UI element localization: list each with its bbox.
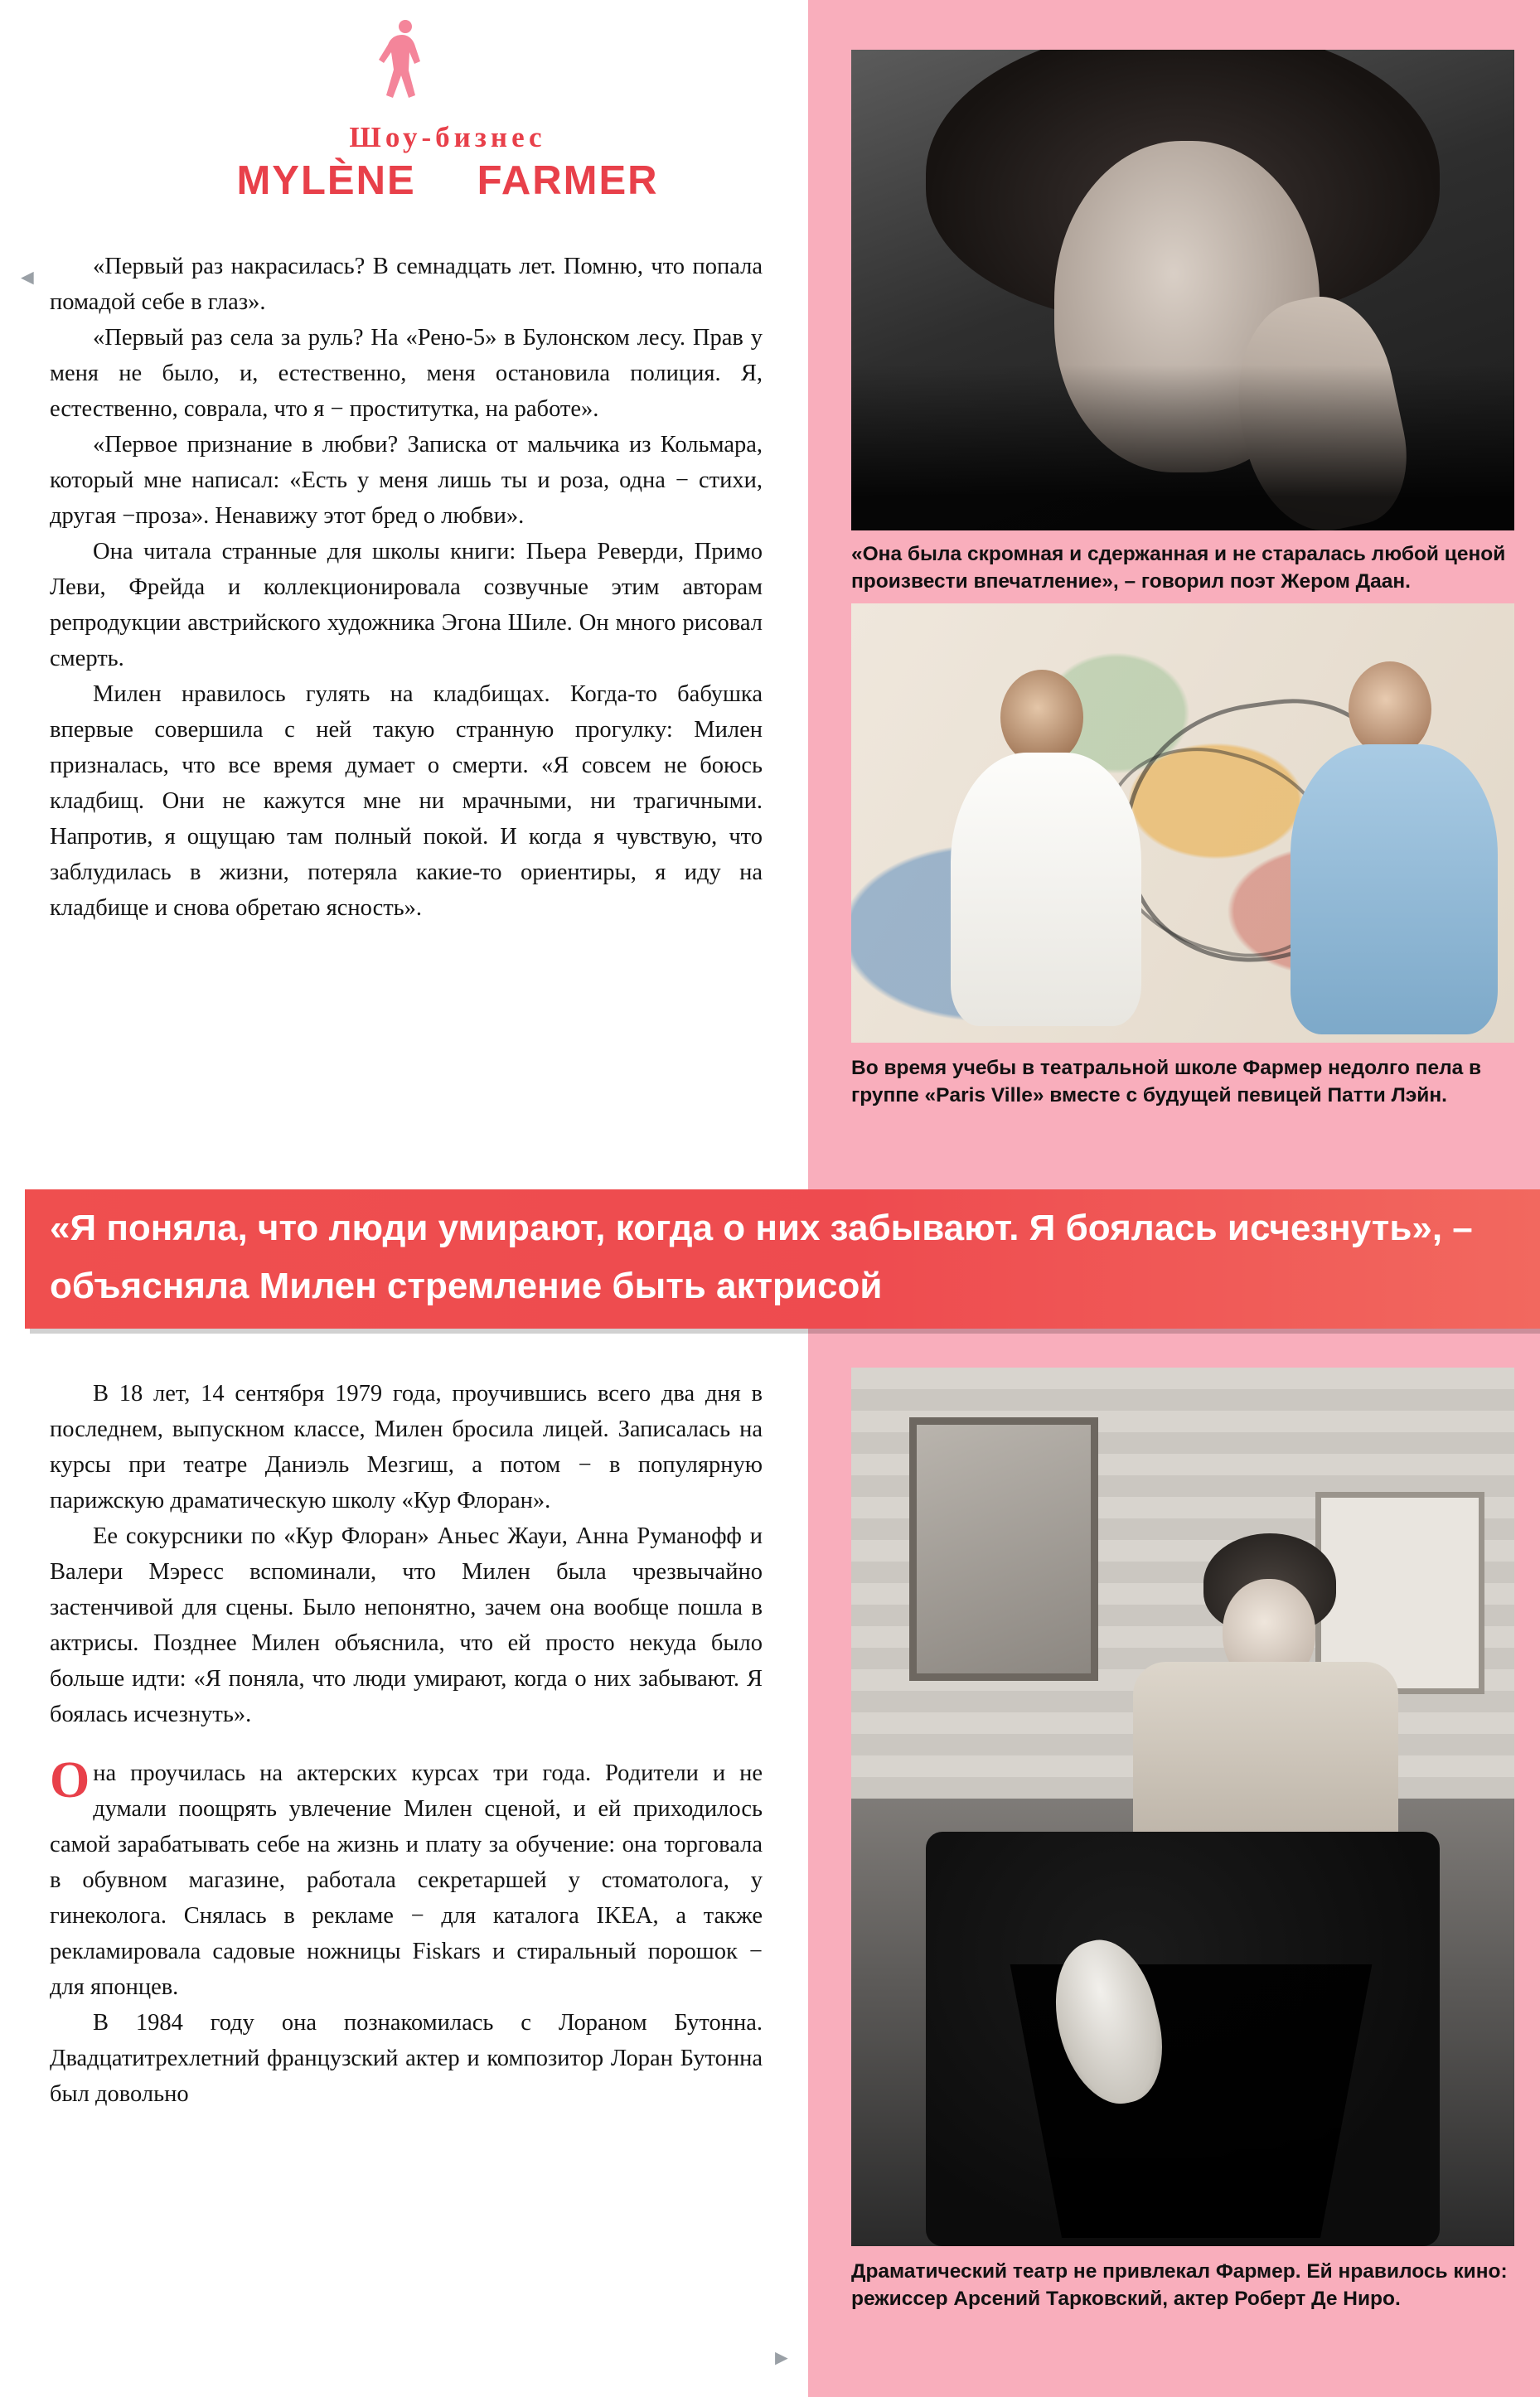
paragraph: «Первое признание в любви? Записка от мальчика из Кольмара, который мне написал: «Есть у меня лишь ты и роза, одна − стихи, другая −проза». Ненавижу этот бред о любви».: [50, 432, 763, 529]
photo3-mirror: [909, 1417, 1098, 1681]
photo-caption-two: Во время учебы в театральной школе Фармер недолго пела в группе «Paris Ville» вместе с будущей певицей Патти Лэйн.: [851, 1057, 1482, 1106]
dropcap-paragraph-text: на проучилась на актерских курсах три года. Родители и не думали поощрять увлечение Милен сценой, и ей приходилось самой зарабатывать себе на жизнь и плату за обучение: она торговала в обувном магазине, работала секретаршей у стоматолога, у гинеколога. Снялась в рекламе − для каталога IKEA, а также рекламировала садовые ножницы Fiskars и стиральный порошок − для японцев.: [50, 1760, 763, 2000]
dancing-woman-silhouette-icon: [369, 15, 435, 114]
paragraph: Милен нравилось гулять на кладбищах. Когда-то бабушка впервые совершила с ней такую странную прогулку: Милен призналась, что все время думает о смерти. «Я совсем не боюсь кладбищ. Они не кажутся мне ни мрачными, ни трагичными. Напротив, я ощущаю там полный покой. И когда я чувствую, что заблудилась в жизни, потеряла какие-то ориентиры, я иду на кладбище и снова обретаю ясность».: [50, 681, 763, 921]
title-mylene: MYLÈNE: [236, 158, 416, 203]
title-farmer: FARMER: [477, 158, 659, 203]
photo1-shadow: [851, 365, 1514, 530]
paragraph-with-dropcap: [50, 1752, 763, 2005]
photo-portrait-black-and-white: [851, 50, 1514, 530]
photo-caption-one: «Она была скромная и сдержанная и не старалась любой ценой произвести впечатление», – говорил поэт Жером Даан.: [851, 543, 1506, 593]
paragraph: «Первый раз накрасилась? В семнадцать лет. Помню, что попала помадой себе в глаз».: [50, 254, 763, 315]
paragraph: Ее сокурсники по «Кур Флоран» Аньес Жауи, Анна Руманофф и Валери Мэресс вспоминали, что Милен была чрезвычайно застенчивой для сцены. Было непонятно, зачем она вообще пошла в актрисы. Позднее Милен объяснила, что ей просто некуда было больше идти: «Я поняла, что люди умирают, когда о них забывают. Я боялась исчезнуть».: [50, 1523, 763, 1727]
kicker-showbiz: Шоу-бизнес: [349, 121, 546, 153]
right-arrow-icon: ►: [771, 2346, 792, 2370]
paragraph: В 1984 году она познакомилась с Лораном Бутонна. Двадцатитрехлетний французский актер и композитор Лоран Бутонна был довольно: [50, 2010, 763, 2107]
photo2-girl-right: [1282, 661, 1506, 1034]
photo-seated-in-chair-with-dog: [851, 1368, 1514, 2246]
magazine-title: [191, 157, 705, 204]
paragraph: Она читала странные для школы книги: Пьера Реверди, Примо Леви, Фрейда и коллекционировала созвучные этим авторам репродукции австрийского художника Эгона Шиле. Он много рисовал смерть.: [50, 539, 763, 671]
pull-quote-banner: [25, 1189, 1540, 1329]
article-column-two: [50, 1376, 763, 2112]
paragraph: «Первый раз села за руль? На «Рено-5» в Булонском лесу. Прав у меня не было, и, естественно, меня остановила полиция. Я, естественно, соврала, что я − проститутка, на работе».: [50, 325, 763, 422]
photo-two-girls-theatre-school: [851, 603, 1514, 1043]
left-arrow-icon: ◄: [17, 265, 38, 289]
photo2-girl-left: [942, 670, 1158, 1026]
article-column-one: [50, 249, 763, 926]
article-header: [191, 15, 705, 214]
photo-caption-three: Драматический театр не привлекал Фармер. Ей нравилось кино: режиссер Арсений Тарковский, актер Роберт Де Ниро.: [851, 2260, 1508, 2310]
drop-cap-letter: О: [50, 1752, 90, 1809]
paragraph: В 18 лет, 14 сентября 1979 года, проучившись всего два дня в последнем, выпускном классе, Милен бросила лицей. Записалась на курсы при театре Даниэль Мезгиш, а потом − в популярную парижскую драматическую школу «Кур Флоран».: [50, 1381, 763, 1513]
pull-quote-text: «Я поняла, что люди умирают, когда о них забывают. Я боялась исчезнуть», – объясняла Милен стремление быть актрисой: [50, 1208, 1473, 1306]
